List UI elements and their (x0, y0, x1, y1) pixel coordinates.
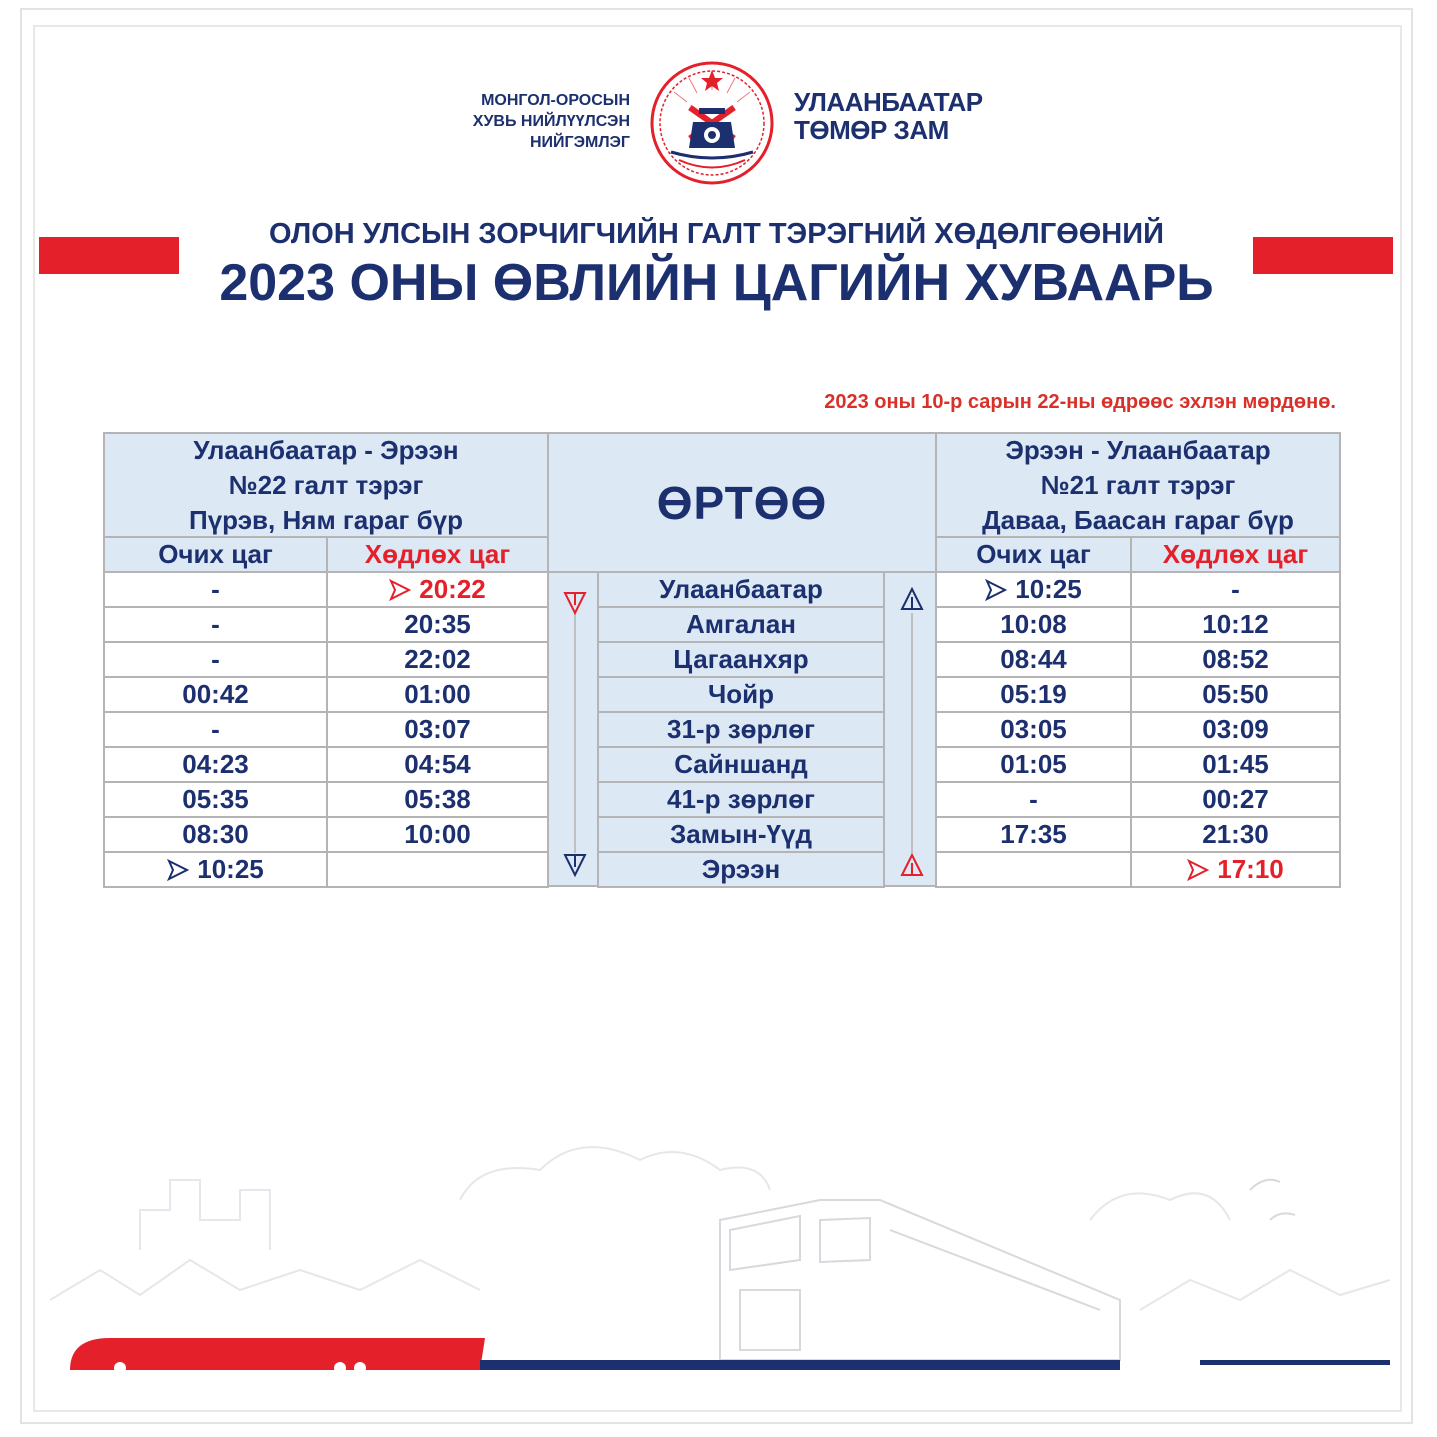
right-col-depart: Хөдлөх цаг (1130, 536, 1341, 573)
left-arrive-cell (103, 851, 328, 888)
right-depart-cell (1130, 851, 1341, 888)
departure-marker-icon (1187, 859, 1209, 881)
right-arrive-cell (935, 781, 1132, 818)
left-arrive-cell (103, 571, 328, 608)
left-depart-cell-text: 10:00 (404, 819, 471, 849)
station-cell (597, 711, 885, 748)
left-train-header (103, 432, 549, 538)
station-cell-text: Эрээн (701, 854, 781, 884)
left-arrive-cell-text: 05:35 (182, 784, 249, 814)
left-depart-cell (326, 641, 549, 678)
left-depart-cell-text: 22:02 (404, 644, 471, 674)
left-depart-cell (326, 711, 549, 748)
arrival-marker-icon (167, 859, 189, 881)
left-arrive-cell-text: 00:42 (182, 679, 249, 709)
left-depart-cell (326, 781, 549, 818)
left-arrive-cell-text: 04:23 (182, 749, 249, 779)
org-left-line: ХУВЬ НИЙЛҮҮЛСЭН (472, 113, 630, 130)
left-depart-cell (326, 816, 549, 853)
right-depart-cell (1130, 781, 1341, 818)
right-arrive-cell (935, 571, 1132, 608)
right-arrive-cell (935, 851, 1132, 888)
right-arrive-cell-text: 05:19 (1000, 679, 1067, 709)
page-title: 2023 ОНЫ ӨВЛИЙН ЦАГИЙН ХУВААРЬ (219, 254, 1214, 312)
up-arrow-icon (885, 573, 939, 889)
right-depart-cell (1130, 816, 1341, 853)
right-arrive-cell-text: 08:44 (1000, 644, 1067, 674)
right-depart-cell-text: 05:50 (1202, 679, 1269, 709)
left-depart-cell-text: 01:00 (404, 679, 471, 709)
station-cell-text: 41-р зөрлөг (667, 784, 815, 814)
org-right-line: ТӨМӨР ЗАМ (794, 115, 949, 145)
arrival-marker-icon (985, 579, 1007, 601)
right-route: Эрээн - Улаанбаатар (1005, 434, 1271, 465)
left-train-days: Пүрэв, Ням гараг бүр (189, 504, 463, 535)
left-arrive-cell (103, 676, 328, 713)
right-depart-cell (1130, 746, 1341, 783)
departure-marker-icon (389, 579, 411, 601)
left-depart-cell (326, 746, 549, 783)
right-depart-cell (1130, 711, 1341, 748)
right-depart-cell (1130, 641, 1341, 678)
right-arrive-cell (935, 746, 1132, 783)
right-arrive-cell-text: - (1029, 784, 1038, 814)
station-cell (597, 851, 885, 888)
left-arrive-cell-text: - (211, 644, 220, 674)
station-column-header: ӨРТӨӨ (547, 432, 937, 573)
left-depart-cell (326, 676, 549, 713)
left-depart-cell-text: 20:22 (419, 574, 486, 604)
station-cell-text: Амгалан (686, 609, 796, 639)
right-depart-cell-text: 17:10 (1217, 854, 1284, 884)
left-arrive-cell-text: 10:25 (197, 854, 264, 884)
left-arrive-cell (103, 781, 328, 818)
right-arrive-cell (935, 816, 1132, 853)
right-depart-cell (1130, 676, 1341, 713)
left-route: Улаанбаатар - Эрээн (193, 434, 459, 465)
right-arrive-cell (935, 676, 1132, 713)
left-depart-cell-text: 04:54 (404, 749, 471, 779)
right-depart-cell-text: 21:30 (1202, 819, 1269, 849)
org-left-name (440, 90, 630, 153)
right-arrive-cell-text: 10:08 (1000, 609, 1067, 639)
left-train-number: №22 галт тэрэг (228, 469, 424, 500)
station-cell-text: Замын-Үүд (670, 819, 812, 849)
right-depart-cell-text: 10:12 (1202, 609, 1269, 639)
org-left-line: НИЙГЭМЛЭГ (529, 134, 630, 151)
railway-emblem-logo (649, 60, 775, 186)
station-cell-text: Чойр (707, 679, 774, 709)
down-arrow-icon (549, 573, 601, 889)
right-arrive-cell-text: 01:05 (1000, 749, 1067, 779)
effective-date-note: 2023 оны 10-р сарын 22-ны өдрөөс эхлэн мөрдөнө. (824, 391, 1336, 413)
left-col-depart: Хөдлөх цаг (326, 536, 549, 573)
right-depart-cell (1130, 606, 1341, 643)
right-depart-cell-text: - (1231, 574, 1240, 604)
station-cell-text: Сайншанд (674, 749, 808, 779)
org-right-name (794, 88, 1054, 144)
left-depart-cell-text: 03:07 (404, 714, 471, 744)
right-train-header (935, 432, 1341, 538)
train-landscape-illustration (40, 1120, 1400, 1410)
left-arrive-cell (103, 816, 328, 853)
page-subtitle: ОЛОН УЛСЫН ЗОРЧИГЧИЙН ГАЛТ ТЭРЭГНИЙ ХӨДӨЛГӨӨНИЙ (269, 218, 1164, 250)
timetable (103, 432, 1341, 887)
right-depart-cell-text: 01:45 (1202, 749, 1269, 779)
southbound-direction-column (547, 571, 599, 887)
title-accent-bar-left (39, 237, 179, 274)
right-arrive-cell (935, 606, 1132, 643)
left-col-arrive: Очих цаг (103, 536, 328, 573)
right-depart-cell-text: 03:09 (1202, 714, 1269, 744)
station-cell-text: 31-р зөрлөг (667, 714, 815, 744)
left-depart-cell (326, 571, 549, 608)
station-cell (597, 571, 885, 608)
left-arrive-cell-text: - (211, 609, 220, 639)
northbound-direction-column (883, 571, 937, 887)
left-arrive-cell-text: 08:30 (182, 819, 249, 849)
left-arrive-cell-text: - (211, 574, 220, 604)
right-train-number: №21 галт тэрэг (1040, 469, 1236, 500)
left-arrive-cell-text: - (211, 714, 220, 744)
station-cell-text: Улаанбаатар (659, 574, 823, 604)
station-cell (597, 746, 885, 783)
station-cell (597, 606, 885, 643)
left-arrive-cell (103, 746, 328, 783)
right-arrive-cell-text: 03:05 (1000, 714, 1067, 744)
left-depart-cell (326, 606, 549, 643)
right-train-days: Даваа, Баасан гараг бүр (982, 504, 1294, 535)
right-depart-cell (1130, 571, 1341, 608)
right-depart-cell-text: 08:52 (1202, 644, 1269, 674)
left-arrive-cell (103, 606, 328, 643)
left-depart-cell-text: 05:38 (404, 784, 471, 814)
right-arrive-cell (935, 641, 1132, 678)
station-cell (597, 816, 885, 853)
left-depart-cell-text: 20:35 (404, 609, 471, 639)
right-arrive-cell-text: 17:35 (1000, 819, 1067, 849)
station-cell-text: Цагаанхяр (673, 644, 809, 674)
station-cell (597, 641, 885, 678)
right-arrive-cell-text: 10:25 (1015, 574, 1082, 604)
left-arrive-cell (103, 711, 328, 748)
title-accent-bar-right (1253, 237, 1393, 274)
org-right-line: УЛААНБААТАР (794, 87, 983, 117)
org-left-line: МОНГОЛ-ОРОСЫН (481, 92, 630, 109)
right-col-arrive: Очих цаг (935, 536, 1132, 573)
left-depart-cell (326, 851, 549, 888)
station-cell (597, 781, 885, 818)
right-depart-cell-text: 00:27 (1202, 784, 1269, 814)
left-arrive-cell (103, 641, 328, 678)
station-cell (597, 676, 885, 713)
right-arrive-cell (935, 711, 1132, 748)
